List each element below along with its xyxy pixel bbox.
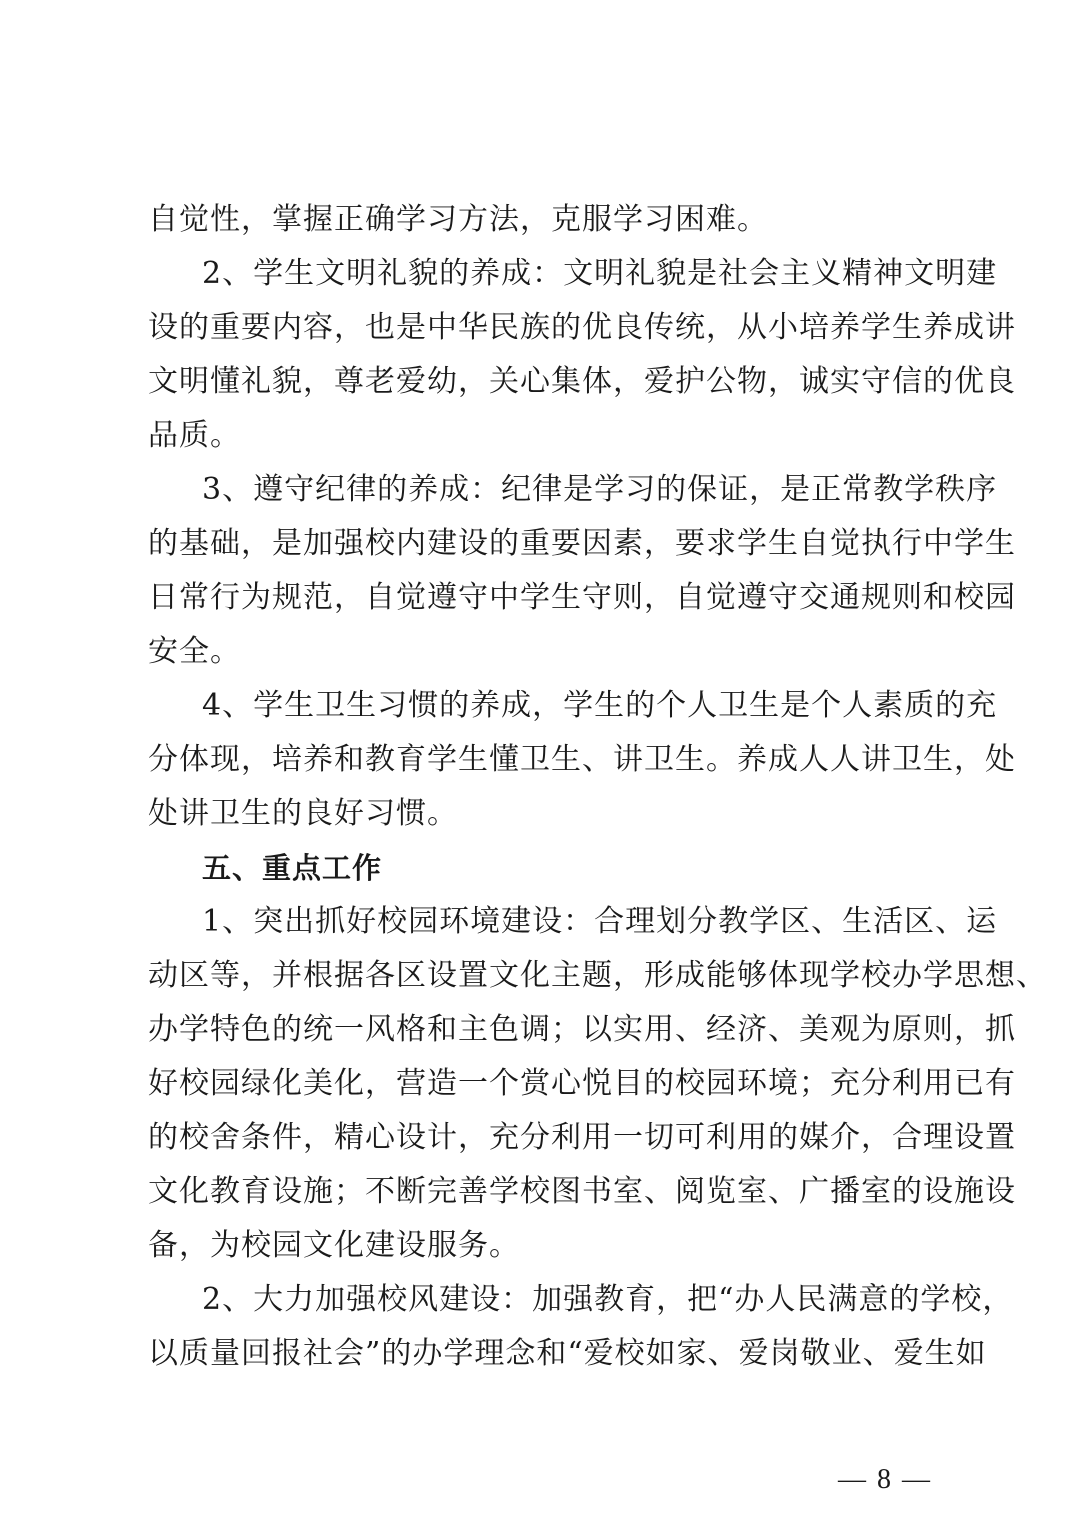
text-line: 的校舍条件，精心设计，充分利用一切可利用的媒介，合理设置 xyxy=(148,1120,1016,1155)
document-body xyxy=(148,193,1047,1381)
text-line: 文明懂礼貌，尊老爱幼，关心集体，爱护公物，诚实守信的优良 xyxy=(148,364,1016,399)
text-line: 自觉性，掌握正确学习方法，克服学习困难。 xyxy=(148,202,768,237)
text-line: 2、学生文明礼貌的养成：文明礼貌是社会主义精神文明建 xyxy=(202,256,998,291)
text-line: 1、突出抓好校园环境建设：合理划分教学区、生活区、运 xyxy=(202,904,998,939)
text-line: 4、学生卫生习惯的养成，学生的个人卫生是个人素质的充 xyxy=(202,688,998,723)
page-number: — 8 — xyxy=(838,1464,932,1495)
text-line: 分体现，培养和教育学生懂卫生、讲卫生。养成人人讲卫生，处 xyxy=(148,742,1016,777)
text-line: 动区等，并根据各区设置文化主题，形成能够体现学校办学思想、 xyxy=(148,958,1047,993)
text-line: 品质。 xyxy=(148,418,241,453)
text-line: 的基础，是加强校内建设的重要因素，要求学生自觉执行中学生 xyxy=(148,526,1016,561)
text-line: 备，为校园文化建设服务。 xyxy=(148,1228,520,1263)
text-line: 2、大力加强校风建设：加强教育，把“办人民满意的学校， xyxy=(202,1282,1014,1317)
text-line: 设的重要内容，也是中华民族的优良传统，从小培养学生养成讲 xyxy=(148,310,1016,345)
text-line: 办学特色的统一风格和主色调；以实用、经济、美观为原则，抓 xyxy=(148,1012,1016,1047)
text-line: 安全。 xyxy=(148,634,241,669)
text-line: 好校园绿化美化，营造一个赏心悦目的校园环境；充分利用已有 xyxy=(148,1066,1016,1101)
section-heading: 五、重点工作 xyxy=(202,851,383,885)
text-line: 日常行为规范，自觉遵守中学生守则，自觉遵守交通规则和校园 xyxy=(148,580,1016,615)
text-line: 文化教育设施；不断完善学校图书室、阅览室、广播室的设施设 xyxy=(148,1174,1016,1209)
text-line: 3、遵守纪律的养成：纪律是学习的保证，是正常教学秩序 xyxy=(202,472,998,507)
text-line: 以质量回报社会”的办学理念和“爱校如家、爱岗敬业、爱生如 xyxy=(148,1336,987,1371)
text-line: 处讲卫生的良好习惯。 xyxy=(148,796,458,831)
